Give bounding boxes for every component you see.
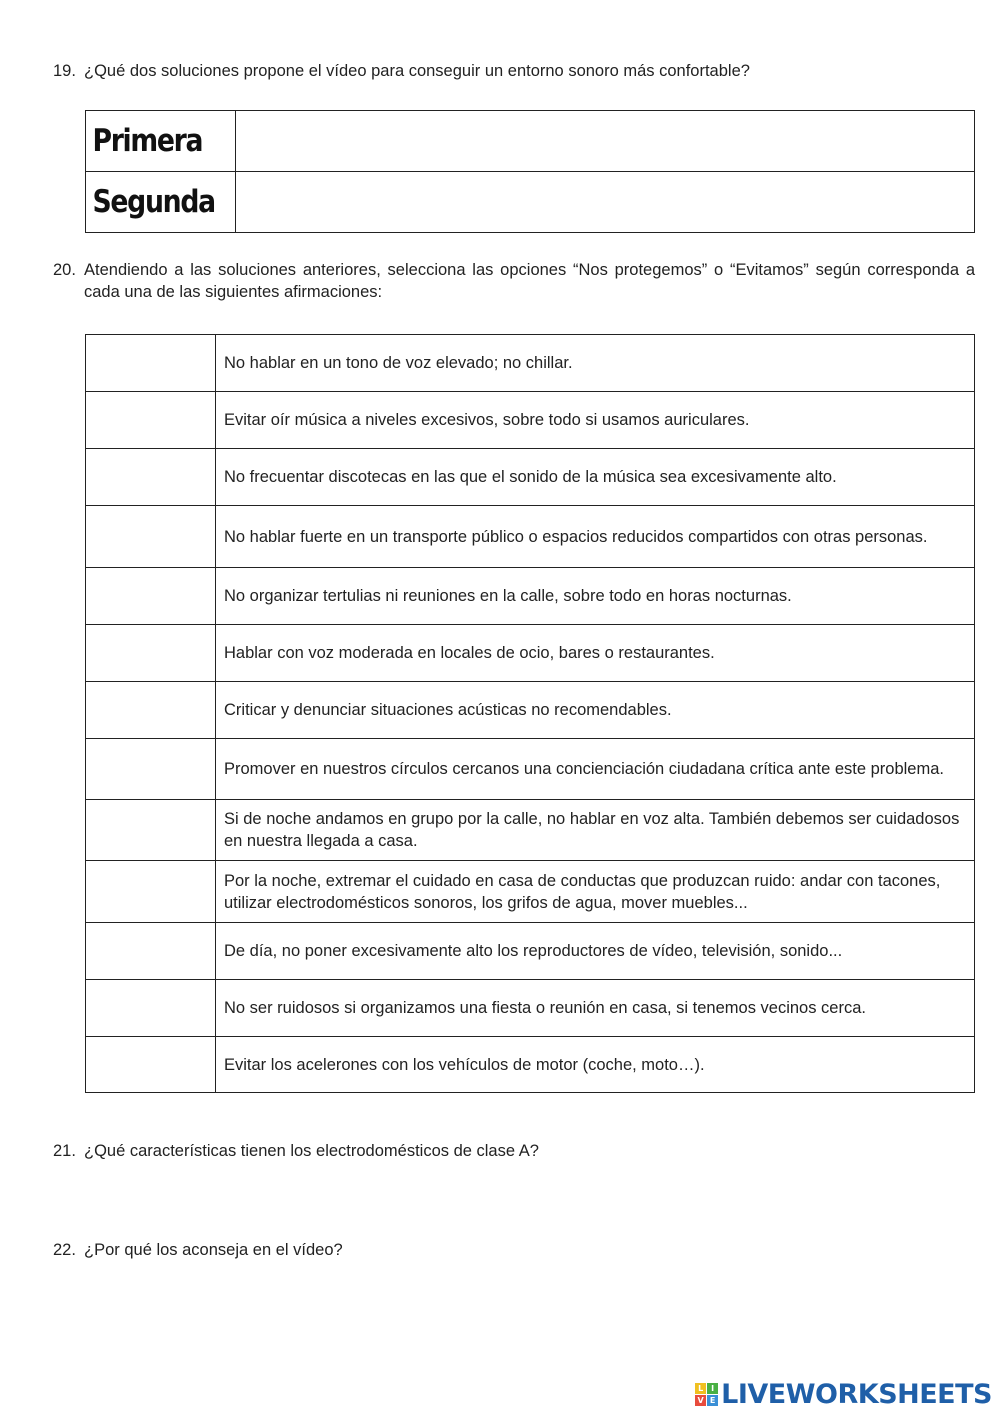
question-number: 21.	[53, 1142, 76, 1160]
question-19	[53, 60, 973, 82]
logo-blocks-icon	[695, 1383, 718, 1406]
table-row	[86, 923, 975, 980]
statement-text: No ser ruidosos si organizamos una fiesta o reunión en casa, si tenemos vecinos cerca.	[216, 980, 975, 1037]
answer-dropdown[interactable]	[86, 392, 216, 449]
logo-text: LIVEWORKSHEETS	[721, 1378, 992, 1410]
table-row	[86, 625, 975, 682]
logo-block: L	[695, 1383, 706, 1394]
answer-dropdown[interactable]	[86, 739, 216, 800]
question-text: ¿Qué características tienen los electrodomésticos de clase A?	[84, 1142, 539, 1160]
question-text: Atendiendo a las soluciones anteriores, selecciona las opciones “Nos protegemos” o “Evitamos” según corresponda a cada una de las siguientes afirmaciones:	[84, 261, 975, 301]
statement-text: No frecuentar discotecas en las que el sonido de la música sea excesivamente alto.	[216, 449, 975, 506]
statement-text: Por la noche, extremar el cuidado en casa de conductas que produzcan ruido: andar con tacones, utilizar electrodomésticos sonoros, los grifos de agua, mover muebles...	[216, 861, 975, 923]
statement-text: No hablar fuerte en un transporte público o espacios reducidos compartidos con otras personas.	[216, 506, 975, 568]
answer-dropdown[interactable]	[86, 861, 216, 923]
solution-label: Segunda	[86, 172, 215, 233]
statement-text: Evitar los acelerones con los vehículos de motor (coche, moto…).	[216, 1037, 975, 1093]
table-row	[86, 800, 975, 861]
answer-dropdown[interactable]	[86, 1037, 216, 1093]
table-row	[86, 861, 975, 923]
answer-dropdown[interactable]	[86, 923, 216, 980]
question-text: ¿Qué dos soluciones propone el vídeo para conseguir un entorno sonoro más confortable?	[84, 62, 750, 80]
answer-dropdown[interactable]	[86, 506, 216, 568]
table-row	[86, 111, 975, 172]
statement-text: No hablar en un tono de voz elevado; no chillar.	[216, 335, 975, 392]
question-number: 20.	[53, 261, 76, 279]
answer-dropdown[interactable]	[86, 800, 216, 861]
question-number: 19.	[53, 62, 76, 80]
question-20	[53, 259, 975, 309]
answer-dropdown[interactable]	[86, 980, 216, 1037]
table-row	[86, 506, 975, 568]
statement-text: No organizar tertulias ni reuniones en la calle, sobre todo en horas nocturnas.	[216, 568, 975, 625]
answer-dropdown[interactable]	[86, 568, 216, 625]
answer-dropdown[interactable]	[86, 625, 216, 682]
table-row	[86, 568, 975, 625]
table-row	[86, 172, 975, 233]
answer-field[interactable]	[236, 111, 975, 172]
answer-dropdown[interactable]	[86, 449, 216, 506]
statement-text: Si de noche andamos en grupo por la calle, no hablar en voz alta. También debemos ser cuidadosos en nuestra llegada a casa.	[216, 800, 975, 861]
statement-text: Evitar oír música a niveles excesivos, sobre todo si usamos auriculares.	[216, 392, 975, 449]
table-row	[86, 682, 975, 739]
logo-block: V	[695, 1395, 706, 1406]
table-row	[86, 335, 975, 392]
answer-dropdown[interactable]	[86, 335, 216, 392]
logo-block: E	[707, 1395, 718, 1406]
table-row	[86, 739, 975, 800]
logo-block: I	[707, 1383, 718, 1394]
solution-label: Primera	[86, 111, 215, 172]
question-number: 22.	[53, 1241, 76, 1259]
table-row	[86, 1037, 975, 1093]
table-row	[86, 392, 975, 449]
solutions-table	[85, 110, 975, 233]
statement-text: Criticar y denunciar situaciones acústicas no recomendables.	[216, 682, 975, 739]
statement-text: De día, no poner excesivamente alto los reproductores de vídeo, televisión, sonido...	[216, 923, 975, 980]
statements-table	[85, 334, 975, 1093]
answer-dropdown[interactable]	[86, 682, 216, 739]
question-text: ¿Por qué los aconseja en el vídeo?	[84, 1241, 343, 1259]
statement-text: Promover en nuestros círculos cercanos una concienciación ciudadana crítica ante este problema.	[216, 739, 975, 800]
question-21	[53, 1140, 973, 1162]
question-22	[53, 1239, 973, 1261]
table-row	[86, 449, 975, 506]
statement-text: Hablar con voz moderada en locales de ocio, bares o restaurantes.	[216, 625, 975, 682]
answer-field[interactable]	[236, 172, 975, 233]
liveworksheets-logo	[695, 1377, 992, 1411]
table-row	[86, 980, 975, 1037]
